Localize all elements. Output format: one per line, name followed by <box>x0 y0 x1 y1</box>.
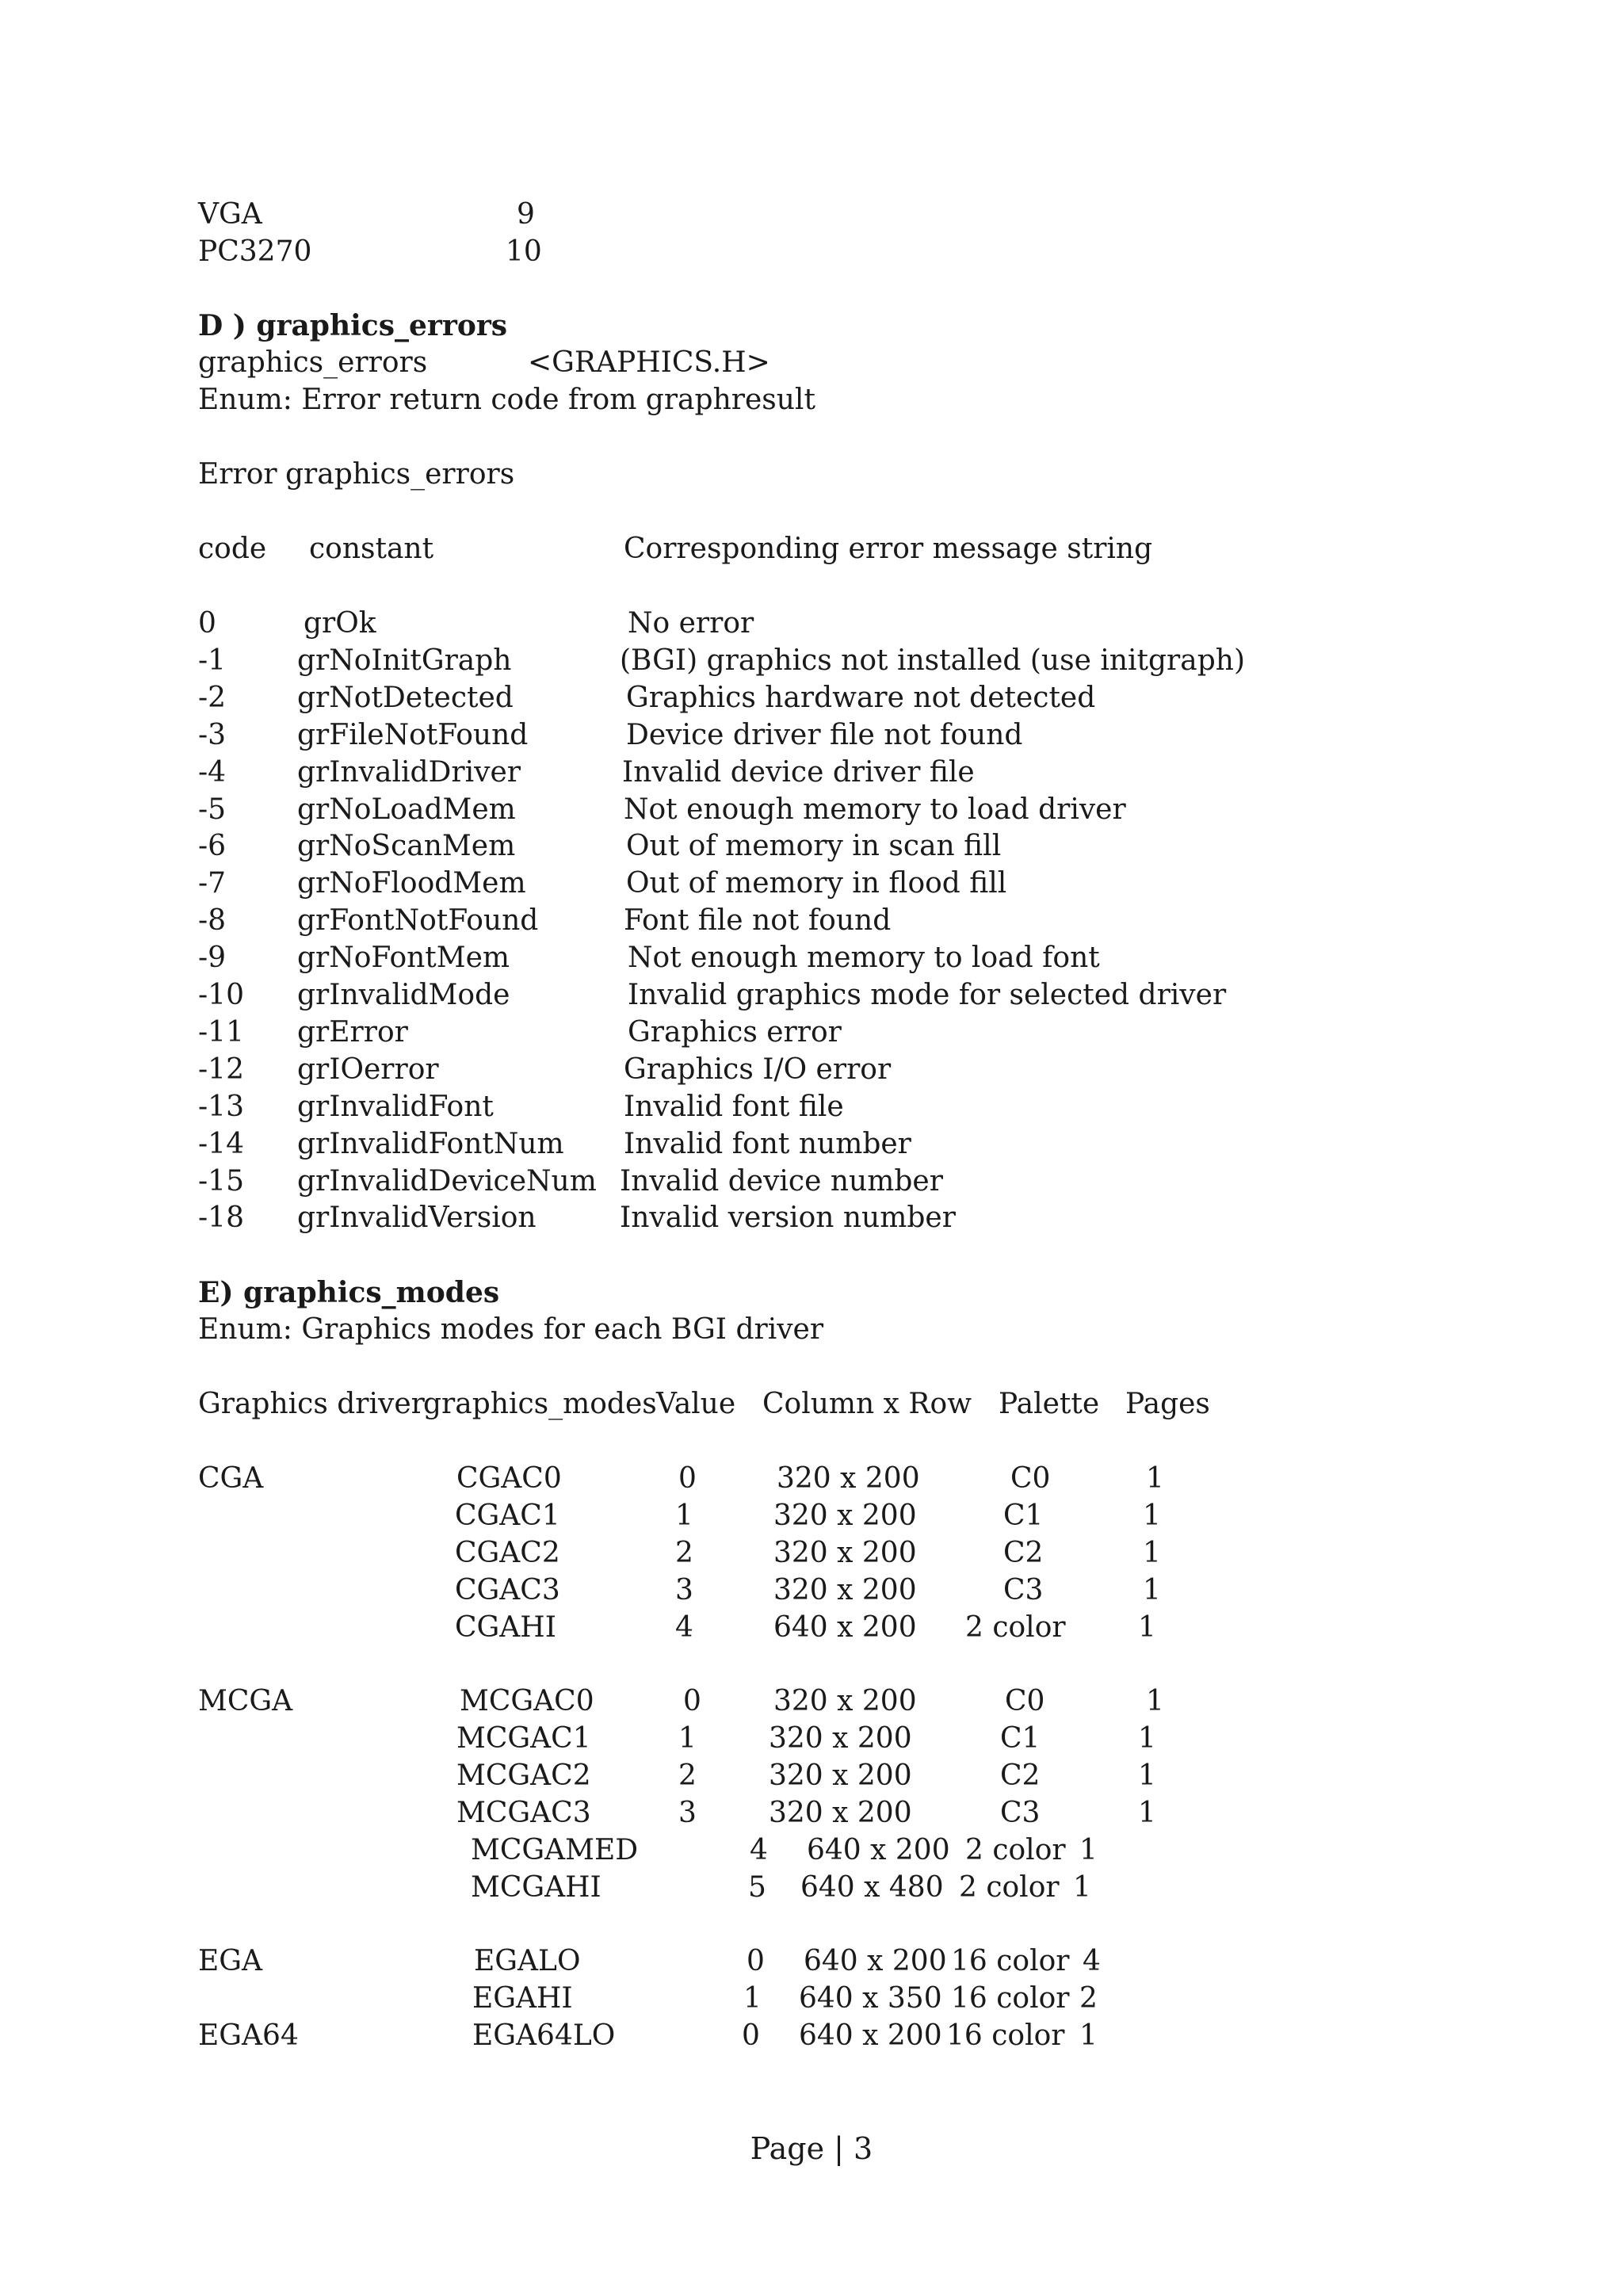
error-constant: grNoFloodMem <box>297 867 526 900</box>
section-d-heading: D ) graphics_errors <box>198 309 508 342</box>
error-code: -8 <box>198 904 227 938</box>
mode-name: CGAHI <box>455 1610 556 1644</box>
mode-pages: 1 <box>1138 1796 1156 1829</box>
mode-palette: 16 color <box>946 2019 1065 2052</box>
mode-palette: C0 <box>1005 1685 1045 1717</box>
error-message: Not enough memory to load font <box>628 942 1100 975</box>
mode-palette: C2 <box>1003 1536 1044 1569</box>
error-message: (BGI) graphics not installed (use initgraph) <box>620 644 1245 677</box>
mode-value: 1 <box>743 1981 762 2015</box>
error-constant: grIOerror <box>297 1052 439 1086</box>
mode-palette: 16 color <box>951 1981 1070 2015</box>
col-value: Value <box>656 1388 736 1420</box>
mode-pages: 1 <box>1143 1536 1161 1569</box>
error-constant: grNoFontMem <box>297 942 510 975</box>
error-message: No error <box>628 607 754 640</box>
mode-value: 0 <box>678 1462 697 1495</box>
mode-palette: 2 color <box>965 1610 1066 1644</box>
mode-palette: 16 color <box>951 1945 1070 1977</box>
error-constant: grNotDetected <box>297 681 514 714</box>
mode-value: 2 <box>675 1536 693 1569</box>
mode-name: MCGAC3 <box>456 1796 591 1829</box>
mode-resolution: 640 x 480 <box>800 1870 944 1904</box>
col-pages: Pages <box>1125 1388 1210 1420</box>
mode-value: 4 <box>750 1833 768 1866</box>
section-e-heading: E) graphics_modes <box>198 1276 500 1309</box>
error-message: Invalid graphics mode for selected driver <box>628 979 1227 1011</box>
error-code: -1 <box>198 644 227 677</box>
error-code: -2 <box>198 681 227 714</box>
mode-resolution: 320 x 200 <box>773 1536 917 1569</box>
error-constant: grFileNotFound <box>297 718 529 751</box>
mode-name: CGAC0 <box>456 1462 562 1495</box>
error-message: Out of memory in flood fill <box>626 867 1007 900</box>
driver-name: PC3270 <box>198 235 312 268</box>
section-d-enum-desc: Enum: Error return code from graphresult <box>198 384 815 416</box>
error-constant: grNoLoadMem <box>297 793 516 826</box>
error-message: Graphics error <box>628 1015 842 1049</box>
mode-resolution: 320 x 200 <box>773 1573 917 1606</box>
mode-name: MCGAMED <box>471 1833 639 1866</box>
error-code: -9 <box>198 942 227 975</box>
decl-header: <GRAPHICS.H> <box>528 346 770 379</box>
mode-value: 0 <box>747 1945 765 1977</box>
mode-pages: 1 <box>1079 2019 1098 2052</box>
col-colrow: Column x Row <box>762 1388 972 1420</box>
driver-name: VGA <box>198 198 262 231</box>
mode-palette: C1 <box>1000 1721 1041 1755</box>
mode-resolution: 320 x 200 <box>769 1796 912 1829</box>
col-constant: constant <box>309 533 434 565</box>
driver-value: 10 <box>506 235 542 268</box>
mode-pages: 1 <box>1146 1685 1164 1717</box>
mode-value: 2 <box>678 1759 697 1792</box>
mode-pages: 1 <box>1143 1499 1161 1532</box>
mode-resolution: 640 x 200 <box>804 1945 947 1977</box>
mode-palette: C0 <box>1010 1462 1051 1495</box>
mode-palette: C3 <box>1000 1796 1041 1829</box>
error-constant: grInvalidFontNum <box>297 1127 564 1160</box>
mode-name: MCGAHI <box>471 1870 601 1904</box>
mode-name: MCGAC0 <box>460 1685 594 1717</box>
mode-name: MCGAC1 <box>456 1721 591 1755</box>
mode-driver: EGA <box>198 1945 263 1977</box>
error-message: Graphics hardware not detected <box>626 681 1096 714</box>
col-code: code <box>198 533 267 565</box>
error-constant: grInvalidVersion <box>297 1201 537 1235</box>
section-e-enum-desc: Enum: Graphics modes for each BGI driver <box>198 1313 824 1346</box>
col-palette: Palette <box>999 1388 1100 1420</box>
error-code: -6 <box>198 830 227 863</box>
mode-resolution: 640 x 200 <box>807 1833 950 1866</box>
error-constant: grError <box>297 1015 408 1049</box>
mode-palette: C3 <box>1003 1573 1044 1606</box>
mode-pages: 1 <box>1138 1721 1156 1755</box>
mode-value: 4 <box>675 1610 693 1644</box>
error-message: Invalid font file <box>624 1090 844 1123</box>
mode-driver: EGA64 <box>198 2019 299 2052</box>
col-driver: Graphics driver <box>198 1388 425 1420</box>
error-message: Invalid device number <box>620 1164 943 1198</box>
error-constant: grOk <box>304 607 376 640</box>
mode-resolution: 320 x 200 <box>777 1462 920 1495</box>
col-message: Corresponding error message string <box>624 533 1153 565</box>
mode-pages: 1 <box>1138 1610 1156 1644</box>
error-title-name: graphics_errors <box>285 458 515 491</box>
error-code: -4 <box>198 755 227 789</box>
mode-name: CGAC2 <box>455 1536 560 1569</box>
mode-value: 5 <box>748 1870 766 1904</box>
mode-value: 1 <box>675 1499 693 1532</box>
mode-pages: 1 <box>1138 1759 1156 1792</box>
error-message: Invalid version number <box>620 1201 956 1235</box>
mode-resolution: 640 x 200 <box>773 1610 917 1644</box>
error-constant: grNoInitGraph <box>297 644 512 677</box>
error-constant: grFontNotFound <box>297 904 539 938</box>
page-number: Page | 3 <box>750 2131 873 2166</box>
error-code: -12 <box>198 1052 244 1086</box>
error-code: -10 <box>198 979 244 1011</box>
error-code: -14 <box>198 1127 244 1160</box>
error-code: -11 <box>198 1015 244 1049</box>
mode-resolution: 320 x 200 <box>769 1759 912 1792</box>
error-code: -3 <box>198 718 227 751</box>
mode-value: 3 <box>675 1573 693 1606</box>
mode-palette: 2 color <box>965 1833 1066 1866</box>
mode-name: EGA64LO <box>472 2019 616 2052</box>
mode-palette: 2 color <box>959 1870 1060 1904</box>
mode-name: MCGAC2 <box>456 1759 591 1792</box>
mode-driver: MCGA <box>198 1685 293 1717</box>
error-code: -7 <box>198 867 227 900</box>
error-constant: grInvalidMode <box>297 979 510 1011</box>
mode-value: 3 <box>678 1796 697 1829</box>
error-code: -18 <box>198 1201 244 1235</box>
mode-value: 0 <box>683 1685 701 1717</box>
col-modes: graphics_modes <box>423 1388 657 1420</box>
error-message: Graphics I/O error <box>624 1052 892 1086</box>
mode-pages: 2 <box>1079 1981 1098 2015</box>
mode-resolution: 640 x 200 <box>799 2019 942 2052</box>
mode-value: 0 <box>742 2019 760 2052</box>
error-message: Font file not found <box>624 904 892 938</box>
error-message: Not enough memory to load driver <box>624 793 1126 826</box>
mode-pages: 1 <box>1079 1833 1098 1866</box>
mode-pages: 4 <box>1083 1945 1101 1977</box>
error-message: Out of memory in scan fill <box>626 830 1002 863</box>
mode-pages: 1 <box>1143 1573 1161 1606</box>
mode-name: CGAC3 <box>455 1573 560 1606</box>
mode-value: 1 <box>678 1721 697 1755</box>
mode-driver: CGA <box>198 1462 264 1495</box>
mode-resolution: 320 x 200 <box>773 1685 917 1717</box>
mode-resolution: 320 x 200 <box>769 1721 912 1755</box>
mode-name: EGAHI <box>472 1981 573 2015</box>
decl-name: graphics_errors <box>198 346 428 379</box>
driver-value: 9 <box>517 198 535 231</box>
error-code: -13 <box>198 1090 244 1123</box>
mode-resolution: 640 x 350 <box>799 1981 942 2015</box>
mode-name: CGAC1 <box>455 1499 560 1532</box>
mode-name: EGALO <box>474 1945 581 1977</box>
error-title-prefix: Error <box>198 458 277 491</box>
error-constant: grNoScanMem <box>297 830 516 863</box>
error-code: -15 <box>198 1164 244 1198</box>
mode-palette: C2 <box>1000 1759 1041 1792</box>
mode-resolution: 320 x 200 <box>773 1499 917 1532</box>
error-constant: grInvalidDeviceNum <box>297 1164 597 1198</box>
error-constant: grInvalidDriver <box>297 755 521 789</box>
mode-pages: 1 <box>1146 1462 1164 1495</box>
error-message: Invalid font number <box>624 1127 911 1160</box>
error-code: 0 <box>198 607 216 640</box>
error-code: -5 <box>198 793 227 826</box>
mode-pages: 1 <box>1073 1870 1091 1904</box>
error-constant: grInvalidFont <box>297 1090 494 1123</box>
error-message: Device driver file not found <box>626 718 1023 751</box>
error-message: Invalid device driver file <box>622 755 975 789</box>
mode-palette: C1 <box>1003 1499 1044 1532</box>
